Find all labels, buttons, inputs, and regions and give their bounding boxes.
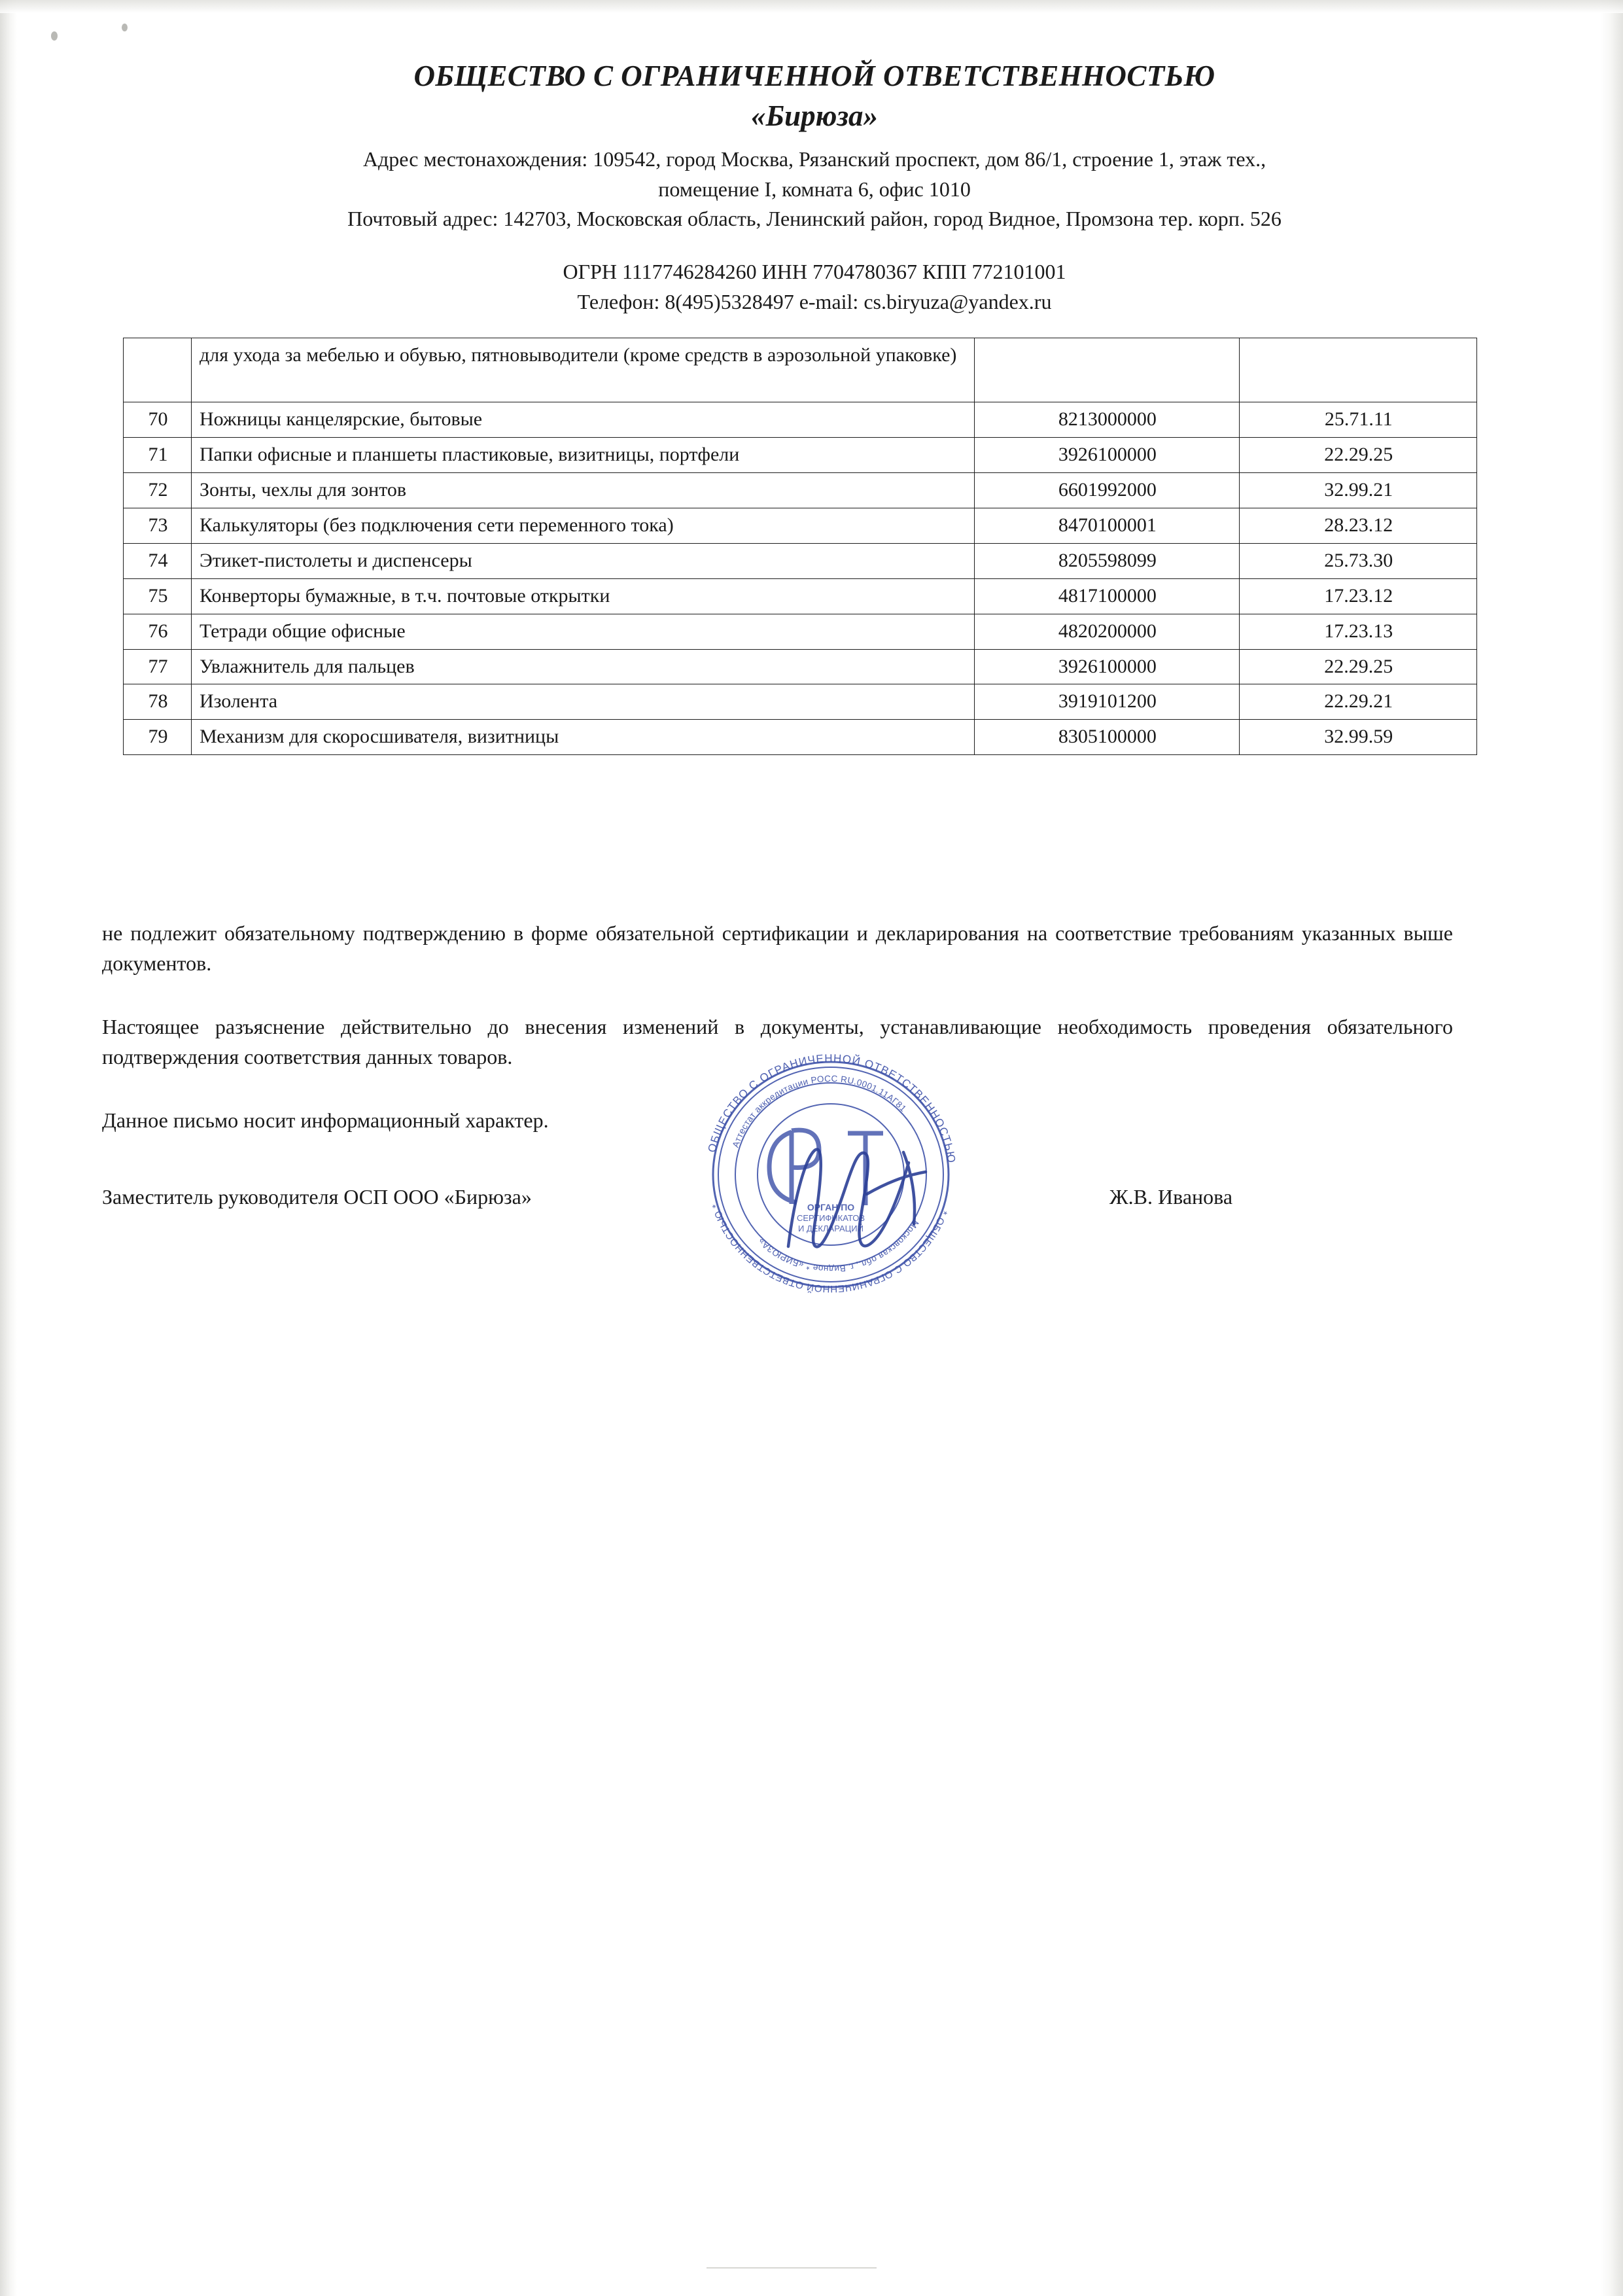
- cell-number: 78: [124, 684, 192, 720]
- cell-code: 8205598099: [975, 543, 1240, 578]
- svg-text:Московская обл., г. Видное *: Московская обл., г. Видное * «БИРЮЗА»: [756, 1218, 921, 1275]
- svg-text:ОРГАН ПО: ОРГАН ПО: [807, 1202, 855, 1212]
- cell-okpd: [1239, 338, 1476, 402]
- paragraph-1: не подлежит обязательному подтверждению в форме обязательной сертификации и декларирования на соответствие требованиям указанных выше документов.: [102, 921, 1453, 975]
- cell-okpd: 22.29.25: [1239, 649, 1476, 684]
- cell-name: Калькуляторы (без подключения сети переменного тока): [191, 508, 974, 543]
- cell-number: 79: [124, 720, 192, 755]
- table-row: [124, 684, 1477, 720]
- cell-name: Изолента: [191, 684, 974, 720]
- svg-text:ОБЩЕСТВО С ОГРАНИЧЕННОЙ ОТВЕТС: ОБЩЕСТВО С ОГРАНИЧЕННОЙ ОТВЕТСТВЕННОСТЬЮ: [705, 1051, 958, 1165]
- cell-okpd: 17.23.13: [1239, 614, 1476, 649]
- cell-okpd: 22.29.21: [1239, 684, 1476, 720]
- table-row: [124, 473, 1477, 508]
- cell-code: 8305100000: [975, 720, 1240, 755]
- organization-title: ОБЩЕСТВО С ОГРАНИЧЕННОЙ ОТВЕТСТВЕННОСТЬЮ: [413, 60, 1215, 92]
- paragraph-3: Данное письмо носит информационный характер.: [102, 1108, 549, 1132]
- table-row: [124, 402, 1477, 438]
- cell-name: для ухода за мебелью и обувью, пятновыводители (кроме средств в аэрозольной упаковке): [191, 338, 974, 402]
- cell-name: Этикет-пистолеты и диспенсеры: [191, 543, 974, 578]
- signature-row: [102, 1182, 1453, 1228]
- signatory-name: Ж.В. Иванова: [1109, 1185, 1233, 1209]
- cell-code: 3926100000: [975, 649, 1240, 684]
- cell-code: 4820200000: [975, 614, 1240, 649]
- address-line-1: Адрес местонахождения: 109542, город Москва, Рязанский проспект, дом 86/1, строение 1, этаж тех.,: [362, 147, 1266, 171]
- cell-number: 71: [124, 438, 192, 473]
- signatory-position: Заместитель руководителя ОСП ООО «Бирюза»: [102, 1185, 532, 1209]
- table-row: [124, 508, 1477, 543]
- cell-name: Конверторы бумажные, в т.ч. почтовые открытки: [191, 578, 974, 614]
- cell-code: 3919101200: [975, 684, 1240, 720]
- table-row: [124, 338, 1477, 402]
- cell-name: Механизм для скоросшивателя, визитницы: [191, 720, 974, 755]
- cell-number: 74: [124, 543, 192, 578]
- table-row: [124, 614, 1477, 649]
- cell-name: Ножницы канцелярские, бытовые: [191, 402, 974, 438]
- cell-name: Папки офисные и планшеты пластиковые, визитницы, портфели: [191, 438, 974, 473]
- svg-text:И ДЕКЛАРАЦИЙ: И ДЕКЛАРАЦИЙ: [798, 1224, 864, 1233]
- address-line-3: Почтовый адрес: 142703, Московская область, Ленинский район, город Видное, Промзона тер. корп. 526: [347, 206, 1282, 230]
- svg-text:Аттестат аккредитации РОСС RU.: Аттестат аккредитации РОСС RU.0001.11АГ81: [730, 1073, 909, 1149]
- cell-okpd: 22.29.25: [1239, 438, 1476, 473]
- cell-okpd: 17.23.12: [1239, 578, 1476, 614]
- registration-line-2: Телефон: 8(495)5328497 e-mail: cs.biryuza@yandex.ru: [577, 289, 1052, 313]
- cell-number: 76: [124, 614, 192, 649]
- table-row: [124, 543, 1477, 578]
- table-row: [124, 649, 1477, 684]
- document-content: [98, 59, 1531, 1228]
- organization-name: «Бирюза»: [750, 99, 879, 133]
- cell-okpd: 28.23.12: [1239, 508, 1476, 543]
- cell-number: [124, 338, 192, 402]
- organization-address: [98, 145, 1531, 234]
- svg-text:СЕРТИФИКАТОВ: СЕРТИФИКАТОВ: [796, 1213, 865, 1223]
- cell-okpd: 32.99.59: [1239, 720, 1476, 755]
- cell-name: Зонты, чехлы для зонтов: [191, 473, 974, 508]
- address-line-2: помещение I, комната 6, офис 1010: [658, 177, 971, 201]
- scan-edge-left: [0, 0, 17, 2296]
- cell-code: 6601992000: [975, 473, 1240, 508]
- scan-speck: [122, 24, 128, 31]
- cell-number: 70: [124, 402, 192, 438]
- table-row: [124, 438, 1477, 473]
- cell-code: 8470100001: [975, 508, 1240, 543]
- svg-text:* ОБЩЕСТВО С ОГРАНИЧЕННОЙ ОТВЕ: * ОБЩЕСТВО С ОГРАНИЧЕННОЙ ОТВЕТСТВЕННОСТЬЮ *: [710, 1202, 950, 1295]
- cell-number: 73: [124, 508, 192, 543]
- cell-code: [975, 338, 1240, 402]
- cell-number: 75: [124, 578, 192, 614]
- registration-line-1: ОГРН 1117746284260 ИНН 7704780367 КПП 772101001: [563, 260, 1066, 284]
- cell-okpd: 25.73.30: [1239, 543, 1476, 578]
- cell-code: 8213000000: [975, 402, 1240, 438]
- cell-okpd: 32.99.21: [1239, 473, 1476, 508]
- cell-number: 72: [124, 473, 192, 508]
- scan-edge-top: [0, 0, 1623, 13]
- cell-code: 4817100000: [975, 578, 1240, 614]
- scan-speck: [51, 31, 58, 41]
- scan-edge-right: [1601, 0, 1623, 2296]
- cell-code: 3926100000: [975, 438, 1240, 473]
- table-row: [124, 578, 1477, 614]
- paragraph-2: Настоящее разъяснение действительно до внесения изменений в документы, устанавливающие необходимость проведения обязательного подтверждения соответствия данных товаров.: [102, 1015, 1453, 1069]
- goods-table-body: [124, 338, 1477, 755]
- cell-okpd: 25.71.11: [1239, 402, 1476, 438]
- cell-number: 77: [124, 649, 192, 684]
- organization-registration: [98, 257, 1531, 317]
- cell-name: Увлажнитель для пальцев: [191, 649, 974, 684]
- scan-bottom-mark: [707, 2267, 877, 2269]
- table-row: [124, 720, 1477, 755]
- goods-table: [123, 338, 1477, 755]
- cell-name: Тетради общие офисные: [191, 614, 974, 649]
